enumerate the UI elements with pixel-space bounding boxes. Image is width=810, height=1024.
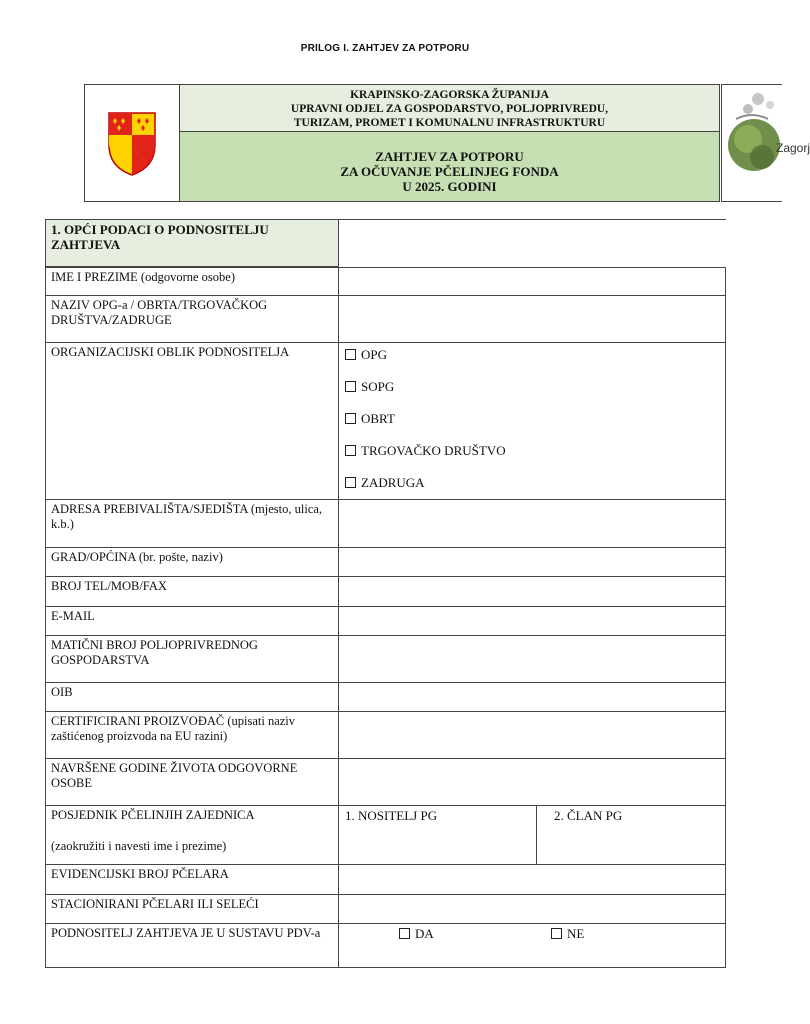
input-stacionirani[interactable] [339, 895, 725, 923]
org-line-3: TURIZAM, PROMET I KOMUNALNU INFRASTRUKTURU [293, 117, 606, 129]
label-stacionirani: STACIONIRANI PČELARI ILI SELEĆI [46, 895, 339, 923]
option-sopg[interactable]: SOPG [345, 378, 719, 410]
form-row-stacionirani [45, 895, 726, 924]
form-title-line-2: ZA OČUVANJE PČELINJEG FONDA [340, 164, 559, 179]
checkbox-icon [345, 381, 356, 392]
input-certificirani[interactable] [339, 712, 725, 758]
label-grad: GRAD/OPĆINA (br. pošte, naziv) [46, 548, 339, 576]
zagorje-logo-icon [722, 85, 782, 201]
oblik-options [339, 343, 725, 499]
form-row-grad [45, 548, 726, 577]
label-ime: IME I PREZIME (odgovorne osobe) [46, 268, 339, 295]
form-row-naziv [45, 296, 726, 343]
label-tel: BROJ TEL/MOB/FAX [46, 577, 339, 606]
input-maticni[interactable] [339, 636, 725, 682]
label-naziv: NAZIV OPG-a / OBRTA/TRGOVAČKOG DRUŠTVA/ZADRUGE [46, 296, 339, 342]
form-row-tel [45, 577, 726, 607]
form-row-maticni [45, 636, 726, 683]
label-maticni: MATIČNI BROJ POLJOPRIVREDNOG GOSPODARSTVA [46, 636, 339, 682]
option-zadruga[interactable]: ZADRUGA [345, 474, 719, 506]
form-title-line-3: U 2025. GODINI [402, 179, 497, 194]
input-naziv[interactable] [339, 296, 725, 342]
input-grad[interactable] [339, 548, 725, 576]
logo-cell [721, 84, 810, 202]
label-godine: NAVRŠENE GODINE ŽIVOTA ODGOVORNE OSOBE [46, 759, 339, 805]
label-adresa: ADRESA PREBIVALIŠTA/SJEDIŠTA (mjesto, ulica, k.b.) [46, 500, 339, 547]
checkbox-icon [345, 413, 356, 424]
label-certificirani: CERTIFICIRANI PROIZVOĐAČ (upisati naziv zaštićenog proizvoda na EU razini) [46, 712, 339, 758]
form-title-line-1: ZAHTJEV ZA POTPORU [375, 149, 524, 164]
input-godine[interactable] [339, 759, 725, 805]
checkbox-icon [345, 349, 356, 360]
form-row-pdv [45, 924, 726, 968]
form-row-email [45, 607, 726, 636]
checkbox-icon [345, 477, 356, 488]
label-evidencijski: EVIDENCIJSKI BROJ PČELARA [46, 865, 339, 894]
form-title-block [179, 131, 720, 202]
annex-title: PRILOG I. ZAHTJEV ZA POTPORU [300, 43, 470, 54]
column-divider [536, 806, 537, 864]
section-header-row [45, 219, 726, 267]
input-evidencijski[interactable] [339, 865, 725, 894]
checkbox-icon [345, 445, 356, 456]
input-email[interactable] [339, 607, 725, 635]
section-title: 1. OPĆI PODACI O PODNOSITELJU ZAHTJEVA [46, 220, 339, 267]
org-line-2: UPRAVNI ODJEL ZA GOSPODARSTVO, POLJOPRIVREDU, [290, 103, 609, 115]
crest-cell [84, 84, 180, 202]
organization-block [179, 84, 720, 131]
input-tel[interactable] [339, 577, 725, 606]
county-crest-icon [85, 85, 179, 201]
label-posjednik [46, 806, 339, 864]
label-email: E-MAIL [46, 607, 339, 635]
option-pdv-da[interactable]: DA [399, 926, 434, 942]
option-opg[interactable]: OPG [345, 346, 719, 378]
form-row-certificirani [45, 712, 726, 759]
option-nositelj-pg[interactable]: 1. NOSITELJ PG [345, 808, 438, 823]
pdv-options [339, 924, 725, 967]
input-oib[interactable] [339, 683, 725, 711]
label-pdv: PODNOSITELJ ZAHTJEVA JE U SUSTAVU PDV-a [46, 924, 339, 967]
form-row-ime [45, 267, 726, 296]
label-posjednik-main: POSJEDNIK PČELINJIH ZAJEDNICA [51, 808, 255, 822]
form-row-posjednik [45, 806, 726, 865]
form-row-oblik [45, 343, 726, 500]
option-clan-pg[interactable]: 2. ČLAN PG [554, 808, 623, 823]
checkbox-icon [399, 928, 410, 939]
form-row-oib [45, 683, 726, 712]
applicant-form [45, 219, 726, 968]
form-row-godine [45, 759, 726, 806]
header-center [179, 84, 720, 202]
header-table [84, 84, 810, 202]
org-line-1: KRAPINSKO-ZAGORSKA ŽUPANIJA [350, 89, 549, 101]
form-row-adresa [45, 500, 726, 548]
logo-text: Zagorj [776, 141, 810, 155]
label-posjednik-note: (zaokružiti i navesti ime i prezime) [51, 839, 227, 853]
checkbox-icon [551, 928, 562, 939]
input-ime[interactable] [339, 268, 725, 295]
label-oib: OIB [46, 683, 339, 711]
option-pdv-ne[interactable]: NE [551, 926, 584, 942]
posjednik-options [339, 806, 725, 864]
option-trgovacko-drustvo[interactable]: TRGOVAČKO DRUŠTVO [345, 442, 719, 474]
input-adresa[interactable] [339, 500, 725, 547]
option-obrt[interactable]: OBRT [345, 410, 719, 442]
form-row-evidencijski [45, 865, 726, 895]
label-oblik: ORGANIZACIJSKI OBLIK PODNOSITELJA [46, 343, 339, 499]
